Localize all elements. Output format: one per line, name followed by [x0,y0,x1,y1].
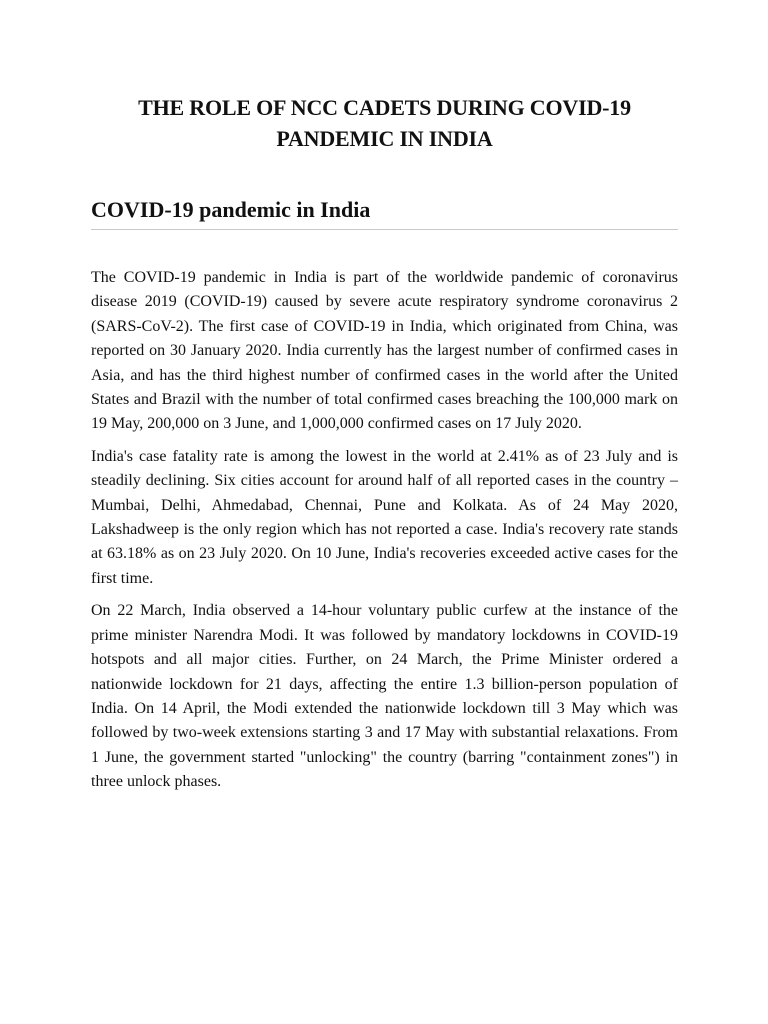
document-page [91,92,678,795]
document-title: THE ROLE OF NCC CADETS DURING COVID-19 PANDEMIC IN INDIA [138,95,631,151]
paragraph-fatality-rate: India's case fatality rate is among the lowest in the world at 2.41% as of 23 July and is steadily declining. Six cities account for around half of all reported cases in the country – Mumbai, Delhi, Ahmedabad, Chennai, Pune and Kolkata. As of 24 May 2020, Lakshadweep is the only region which has not reported a case. India's recovery rate stands at 63.18% as on 23 July 2020. On 10 June, India's recoveries exceeded active cases for the first time. [91,447,678,587]
paragraph-overview: The COVID-19 pandemic in India is part of the worldwide pandemic of coronavirus disease 2019 (COVID-19) caused by severe acute respiratory syndrome coronavirus 2 (SARS-CoV-2). The first case of COVID-19 in India, which originated from China, was reported on 30 January 2020. India currently has the largest number of confirmed cases in Asia, and has the third highest number of confirmed cases in the world after the United States and Brazil with the number of total confirmed cases breaching the 100,000 mark on 19 May, 200,000 on 3 June, and 1,000,000 confirmed cases on 17 July 2020. [91,269,678,433]
section-heading: COVID-19 pandemic in India [91,195,678,230]
paragraph-lockdown: On 22 March, India observed a 14-hour voluntary public curfew at the instance of the prime minister Narendra Modi. It was followed by mandatory lockdowns in COVID-19 hotspots and all major cities. Further, on 24 March, the Prime Minister ordered a nationwide lockdown for 21 days, affecting the entire 1.3 billion-person population of India. On 14 April, the Modi extended the nationwide lockdown till 3 May which was followed by two-week extensions starting 3 and 17 May with substantial relaxations. From 1 June, the government started "unlocking" the country (barring "containment zones") in three unlock phases. [91,602,678,791]
